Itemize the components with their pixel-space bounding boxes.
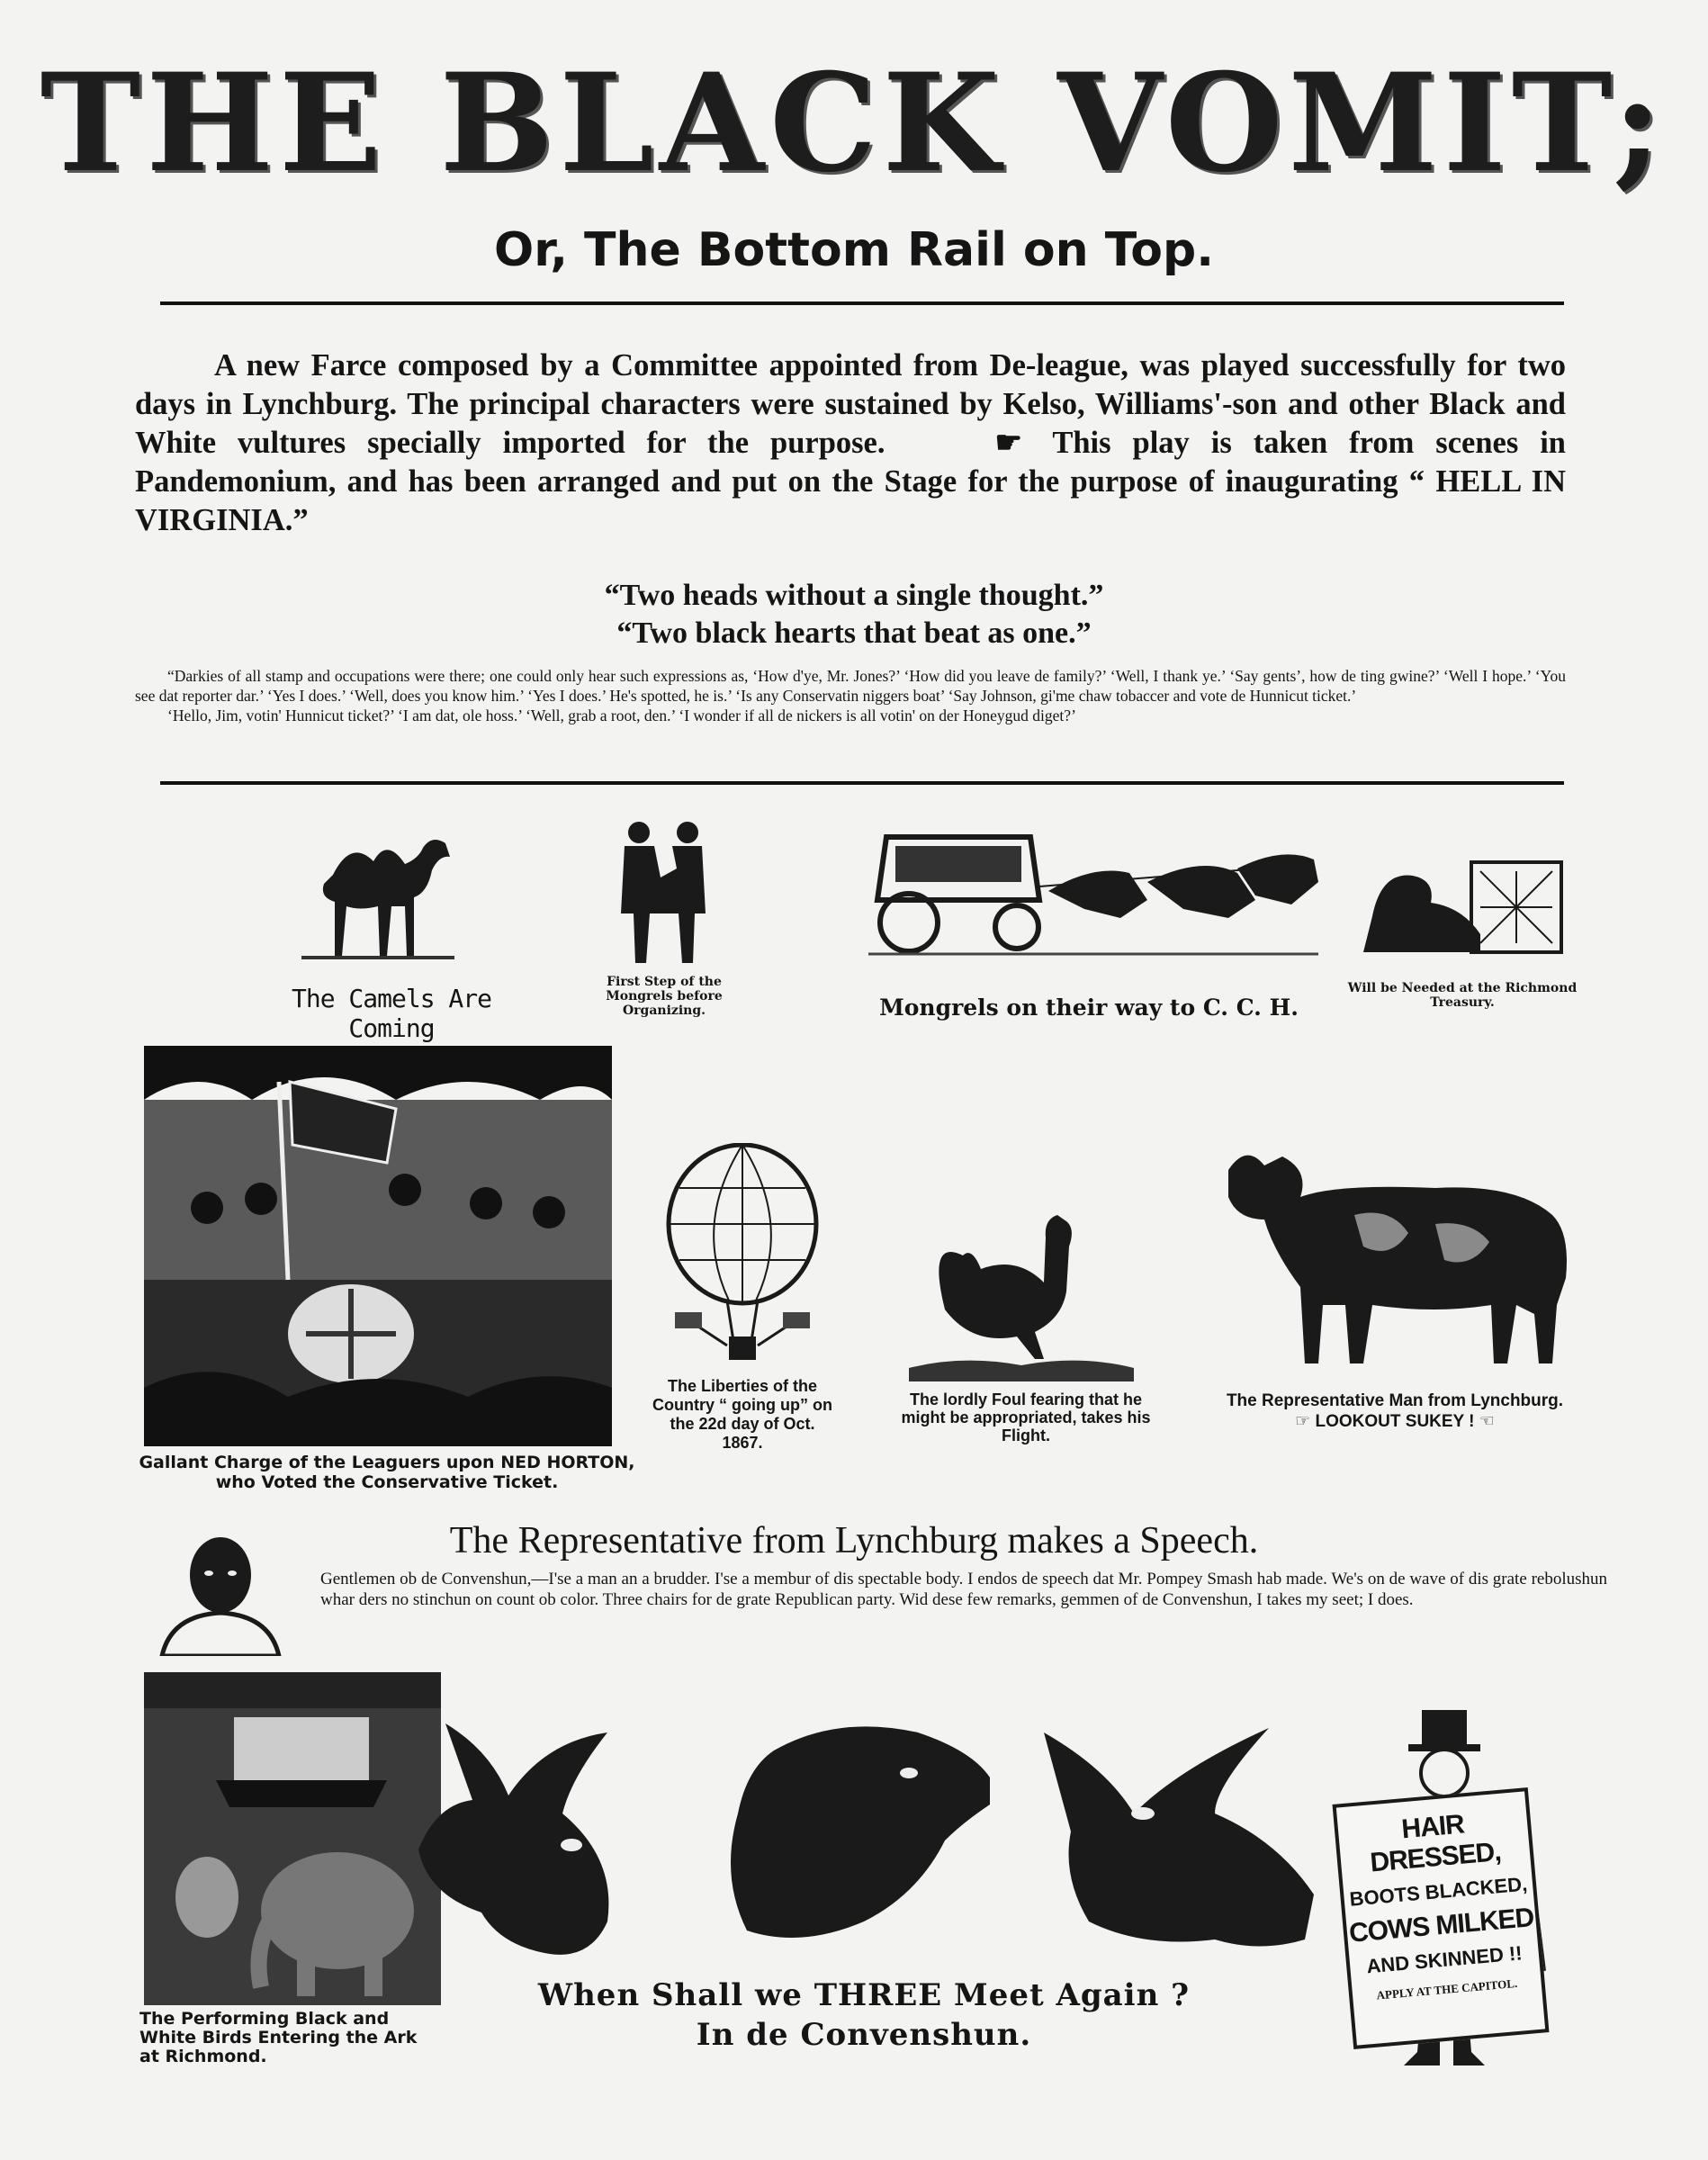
sign-line-5: APPLY AT THE CAPITOL. xyxy=(1376,1976,1518,2002)
three-heads-line-2: In de Convenshun. xyxy=(696,2017,1032,2053)
intro-text-part1: A new Farce composed by a Committee appointed from De-league, was played successfully for two days in Lynchburg. The principal characters were sustained by Kelso, Williams'-son and other Black and White vultures specially imported for the purpose. xyxy=(135,348,1566,460)
dog-treasury-illustration xyxy=(1354,853,1570,970)
charge-caption xyxy=(135,1453,639,1492)
donkey-head-left-illustration xyxy=(409,1714,652,1962)
intro-paragraph xyxy=(135,346,1566,540)
cow-caption-line-2 xyxy=(1201,1411,1588,1432)
top-divider xyxy=(160,302,1564,305)
quote-line-1: “Two heads without a single thought.” xyxy=(604,579,1104,612)
poster-title: THE BLACK VOMIT; xyxy=(40,44,1668,202)
handshake-illustration xyxy=(605,814,722,968)
donkey-head-right-illustration xyxy=(1035,1714,1332,1958)
leaguers-charge-illustration xyxy=(144,1046,612,1446)
three-heads-caption xyxy=(414,1976,1314,2055)
cow-caption xyxy=(1201,1390,1588,1432)
speech-body: Gentlemen ob de Convenshun,—I'se a man an a brudder. I'se a membur of dis spectable body. I endos de speech dat Mr. Pompey Smash hab made. We's on de wave of dis grate rebolushun whar ders no stinchun on count ob color. Three chairs for de grate Republican party. Wid dese few remarks, gemmen of de Convenshun, I takes my seet; I does. xyxy=(320,1570,1607,1609)
three-heads-line-1: When Shall we THREE Meet Again ? xyxy=(537,1977,1191,2013)
camels-caption: The Camels Are Coming xyxy=(291,984,491,1043)
pointing-hand-icon: ☛ xyxy=(994,427,1022,460)
foul-caption: The lordly Foul fearing that he might be appropriated, takes his Flight. xyxy=(901,1390,1151,1444)
stagecoach-illustration xyxy=(859,819,1327,963)
rooster-illustration xyxy=(909,1202,1134,1382)
cow-illustration xyxy=(1210,1134,1579,1377)
sign-line-3: COWS MILKED xyxy=(1347,1903,1535,1948)
sign-line-1: HAIR DRESSED, xyxy=(1369,1809,1502,1878)
dog-head-illustration xyxy=(720,1714,999,1958)
sign-line-2: BOOTS BLACKED, xyxy=(1348,1872,1529,1911)
dialogue-text-1: “Darkies of all stamp and occupations were there; one could only hear such expressions as, ‘How d'ye, Mr. Jones?’ ‘How did you leave de family?’ ‘Well, I thank ye.’ ‘Say gents’, how de ting gwine?’ ‘Well I hope.’ ‘You see dat reporter dar.’ ‘Yes I does.’ ‘Well, does you know him.’ ‘Yes I does.’ He's spotted, he is.’ ‘Is any Conservatin niggers boat’ ‘Say Johnson, gi'me chaw tobaccer and vote de Hunnicut ticket.’ xyxy=(135,667,1566,705)
speech-title: The Representative from Lynchburg makes a Speech. xyxy=(449,1520,1259,1562)
treasury-caption: Will be Needed at the Richmond Treasury. xyxy=(1347,981,1578,1010)
camel-illustration xyxy=(297,821,459,969)
balloon-illustration xyxy=(657,1143,828,1377)
first-step-caption: First Step of the Mongrels before Organizing. xyxy=(606,975,723,1018)
ark-caption: The Performing Black and White Birds Entering the Ark at Richmond. xyxy=(139,2009,418,2066)
fist-ornament-left-icon: ☞ xyxy=(1295,1412,1311,1431)
ark-illustration xyxy=(144,1672,441,2005)
liberties-caption: The Liberties of the Country “ going up” on the 22d day of Oct. 1867. xyxy=(652,1377,832,1452)
dialogue-paragraph xyxy=(135,666,1566,725)
cow-caption-line-1: The Representative Man from Lynchburg. xyxy=(1226,1391,1564,1410)
dialogue-text-2: ‘Hello, Jim, votin' Hunnicut ticket?’ ‘I am dat, ole hoss.’ ‘Well, grab a root, den.’ ‘I wonder if all de nickers is all votin' on der Honeygud diget?’ xyxy=(167,706,1076,724)
mongrels-caption: Mongrels on their way to C. C. H. xyxy=(879,994,1299,1021)
poster-subtitle: Or, The Bottom Rail on Top. xyxy=(493,223,1214,277)
charge-caption-line-2: who Voted the Conservative Ticket. xyxy=(215,1472,559,1492)
charge-caption-line-1: Gallant Charge of the Leaguers upon NED HORTON, xyxy=(139,1453,635,1472)
sign-line-4: AND SKINNED !! xyxy=(1365,1941,1524,1978)
quote-line-2: “Two black hearts that beat as one.” xyxy=(616,616,1092,650)
middle-divider xyxy=(160,781,1564,785)
intro-text-part2: This play is taken from scenes in Pandemonium, and has been arranged and put on the Stage for the purpose of inaugurating “ HELL IN VIRGINIA.” xyxy=(135,426,1566,537)
hair-dressed-sign xyxy=(1333,1787,1550,2049)
fist-ornament-right-icon: ☜ xyxy=(1479,1412,1495,1431)
cow-caption-line-2-text: LOOKOUT SUKEY ! xyxy=(1315,1412,1475,1431)
